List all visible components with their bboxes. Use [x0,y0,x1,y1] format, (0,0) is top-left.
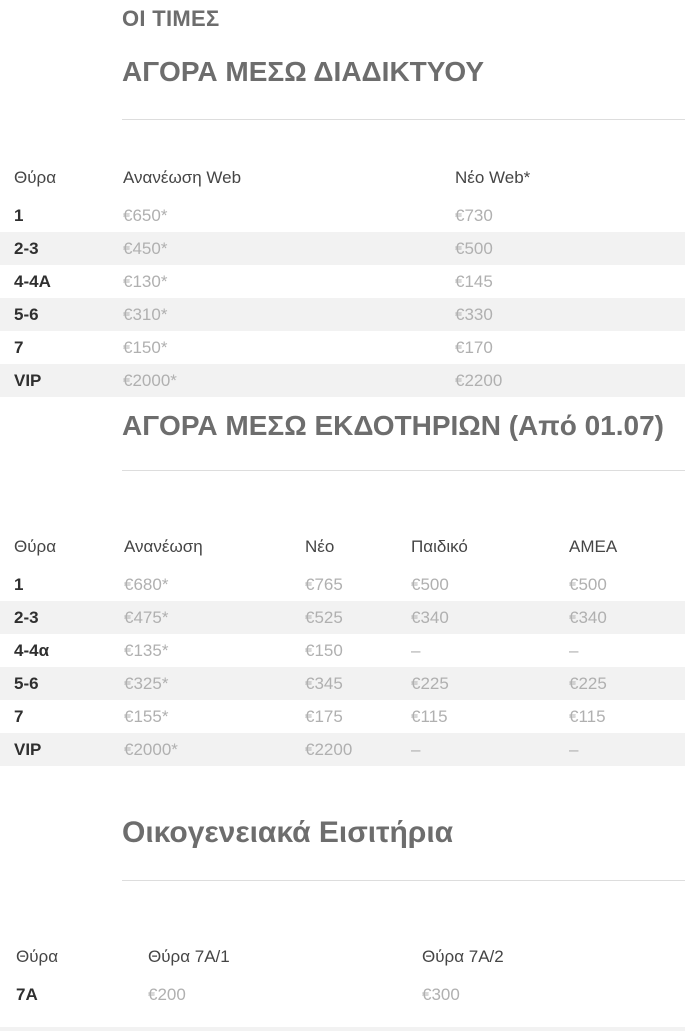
column-header-gate: Θύρα [14,537,57,556]
gate-cell: 7 [14,707,24,726]
table-row [0,298,685,331]
table-row [0,733,685,766]
price-cell: €145 [455,272,493,291]
column-header-renewal: Ανανέωση [124,537,203,556]
price-cell: €525 [305,601,411,634]
price-cell: €150 [305,641,343,660]
price-cell: €150* [123,338,168,357]
price-cell: €450* [123,232,455,265]
price-cell: €175 [305,707,343,726]
price-cell: €155* [124,707,169,726]
page-title: ΟΙ ΤΙΜΕΣ [122,6,220,31]
gate-cell: 2-3 [0,232,123,265]
price-cell: €2000* [123,364,455,397]
divider [122,470,685,471]
column-header-new: Νέο [305,537,335,556]
boxoffice-prices-table [0,511,685,766]
gate-cell: 4-4α [14,641,50,660]
price-cell: – [569,733,685,766]
divider [122,880,685,881]
price-cell: €500 [455,232,685,265]
gate-cell: 1 [14,575,24,594]
gate-cell: 7A [16,985,38,1004]
price-cell: €2200 [305,733,411,766]
price-cell: €310* [123,298,455,331]
section-heading-family: Οικογενειακά Εισιτήρια [122,816,454,849]
clipped-next-row-stripe [0,1027,685,1031]
column-header-gate-7a1: Θύρα 7Α/1 [148,947,230,966]
gate-cell: VIP [0,364,123,397]
table-row [0,568,685,601]
price-cell: €2200 [455,364,685,397]
price-cell: €200 [148,985,186,1004]
price-cell: €330 [455,298,685,331]
gate-cell: 1 [14,206,24,225]
price-cell: €2000* [124,733,305,766]
price-cell: €115 [411,707,448,726]
price-cell: €680* [124,575,169,594]
price-cell: €135* [124,641,169,660]
gate-cell: 5-6 [0,298,123,331]
table-row [0,601,685,634]
table-row [0,700,685,733]
price-cell: €730 [455,206,493,225]
price-cell: €340 [411,601,569,634]
price-cell: €345 [305,667,411,700]
price-cell: €765 [305,575,343,594]
price-cell: €225 [411,667,569,700]
gate-cell: 2-3 [0,601,124,634]
price-cell: €170 [455,338,493,357]
price-cell: €130* [123,272,168,291]
column-header-gate: Θύρα [14,168,57,187]
gate-cell: VIP [0,733,124,766]
price-cell: – [569,641,579,660]
section-heading-boxoffice: ΑΓΟΡΑ ΜΕΣΩ ΕΚΔΟΤΗΡΙΩΝ (Από 01.07) [122,410,664,441]
table-row [0,199,685,232]
column-header-gate-7a2: Θύρα 7Α/2 [422,947,504,966]
price-cell: – [411,733,569,766]
price-cell: €500 [411,575,449,594]
table-row [0,667,685,700]
column-header-amea: ΑΜΕΑ [569,537,618,556]
table-row [0,331,685,364]
column-header-renewal-web: Ανανέωση Web [123,168,242,187]
table-header-row [0,142,685,199]
table-row [0,634,685,667]
table-row [0,978,685,1011]
table-row [0,265,685,298]
table-header-row [0,921,685,978]
divider [122,119,685,120]
price-cell: €340 [569,601,685,634]
table-header-row [0,511,685,568]
table-row [0,232,685,265]
gate-cell: 4-4A [14,272,51,291]
price-cell: €225 [569,667,685,700]
price-cell: €475* [124,601,305,634]
column-header-new-web: Νέο Web* [455,168,531,187]
price-cell: €650* [123,206,168,225]
family-tickets-table [0,921,685,1011]
gate-cell: 5-6 [0,667,124,700]
price-cell: €115 [569,707,606,726]
section-heading-internet: ΑΓΟΡΑ ΜΕΣΩ ΔΙΑΔΙΚΤΥΟΥ [122,56,485,87]
column-header-child: Παιδικό [411,537,468,556]
gate-cell: 7 [14,338,24,357]
internet-prices-table [0,142,685,397]
price-cell: €300 [422,985,460,1004]
price-cell: €325* [124,667,305,700]
table-row [0,364,685,397]
column-header-gate: Θύρα [16,947,59,966]
price-cell: – [411,641,421,660]
price-cell: €500 [569,575,607,594]
